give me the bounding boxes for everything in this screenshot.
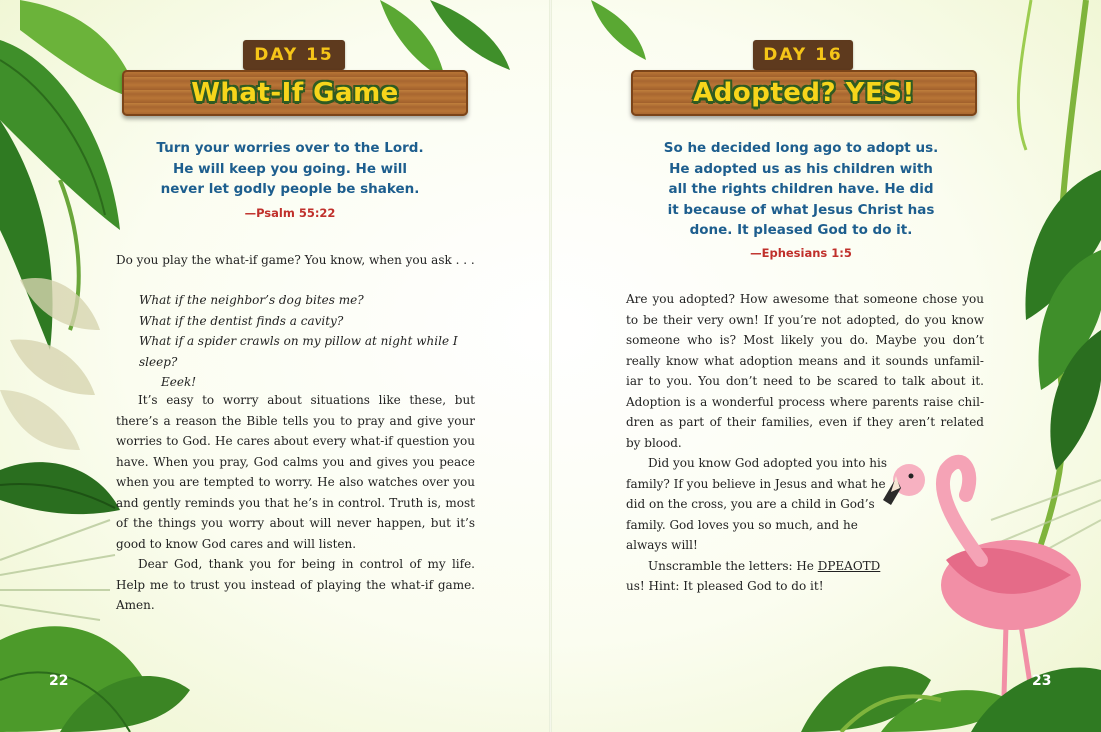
text-line: worries to God. He cares about every what-if question you [116, 434, 475, 448]
worry-paragraph [116, 390, 475, 616]
day-label-badge [753, 40, 853, 70]
page-number: 23 [1032, 673, 1052, 689]
text-line: family. God loves you so much, and he [626, 517, 858, 532]
text-line: iar to you. You don’t need to be scared to talk about it. [626, 374, 984, 388]
text-line: when you are tempted to worry. He also watches over you [116, 475, 475, 489]
scripture-verse [636, 138, 966, 241]
text-line: someone who is? Most likely you do. Maybe you don’t [626, 333, 984, 347]
page-number: 22 [49, 673, 69, 689]
text-line: by blood. [626, 435, 682, 450]
what-if-line: What if the dentist finds a cavity? [139, 313, 344, 328]
body-text [116, 250, 478, 271]
eeek-line: Eeek! [161, 375, 197, 389]
verse-line: never let godly people be shaken. [160, 181, 420, 197]
verse-line: So he decided long ago to adopt us. [663, 140, 939, 156]
what-if-line: What if a spider crawls on my pillow at night while I sleep? [139, 334, 458, 369]
text-line: good to know God cares and will listen. [116, 536, 357, 551]
scramble-hint: us! Hint: It pleased God to do it! [626, 579, 824, 593]
verse-line: He will keep you going. He will [172, 160, 408, 177]
verse-line: Turn your worries over to the Lord. [156, 140, 424, 156]
prayer-line: Help me to trust you instead of playing the what-if game. [116, 577, 475, 592]
scripture-reference: —Ephesians 1:5 [750, 246, 852, 260]
scripture-verse [120, 138, 460, 200]
title-wood-sign [122, 70, 468, 116]
text-line: really know what adoption means and it sounds unfamil- [626, 353, 984, 368]
text-line: to be their very own! If you’re not adopted, do you know [626, 312, 984, 327]
intro-paragraph: Do you play the what-if game? You know, when you ask . . . [116, 253, 475, 267]
adoption-paragraph [626, 289, 984, 453]
left-page [0, 0, 550, 732]
text-line: Did you know God adopted you into his [648, 456, 887, 470]
text-line: Adoption is a wonderful process where parents raise chil- [626, 394, 984, 409]
text-line: Are you adopted? How awesome that someone chose you [626, 292, 984, 306]
text-line: dren as part of their families, even if they aren’t related [626, 415, 984, 429]
devotion-title: Adopted? YES! [693, 78, 915, 108]
what-if-line: What if the neighbor’s dog bites me? [139, 293, 364, 307]
devotion-title: What-If Game [191, 78, 399, 108]
right-page [551, 0, 1101, 732]
text-line: always will! [626, 538, 698, 552]
verse-line: done. It pleased God to do it. [689, 222, 913, 238]
scramble-prompt: Unscramble the letters: He [648, 558, 818, 573]
verse-line: He adopted us as his children with [669, 160, 933, 177]
text-line: and gently reminds you that he’s in control. Truth is, most [116, 495, 475, 510]
what-if-list [139, 290, 484, 393]
text-line: did on the cross, you are a child in God’s [626, 497, 875, 511]
prayer-line: Dear God, thank you for being in control of my life. [138, 557, 475, 571]
text-line: there’s a reason the Bible tells you to pray and give your [116, 413, 475, 428]
god-adopted-paragraph [626, 453, 906, 597]
text-line: of the things you worry about will never happen, but it’s [116, 516, 475, 530]
verse-line: it because of what Jesus Christ has [667, 201, 935, 218]
verse-line: all the rights children have. He did [668, 181, 934, 197]
day-label: DAY 15 [254, 45, 334, 65]
scrambled-word: DPEAOTD [817, 558, 881, 573]
day-label: DAY 16 [763, 45, 843, 65]
scripture-reference: —Psalm 55:22 [244, 206, 336, 220]
text-line: family? If you believe in Jesus and what he [626, 476, 886, 491]
scramble-line [626, 556, 906, 577]
day-label-badge [243, 40, 345, 70]
text-line: It’s easy to worry about situations like these, but [138, 393, 475, 407]
text-line: have. When you pray, God calms you and gives you peace [116, 454, 475, 469]
title-wood-sign [631, 70, 977, 116]
prayer-line: Amen. [116, 598, 155, 612]
